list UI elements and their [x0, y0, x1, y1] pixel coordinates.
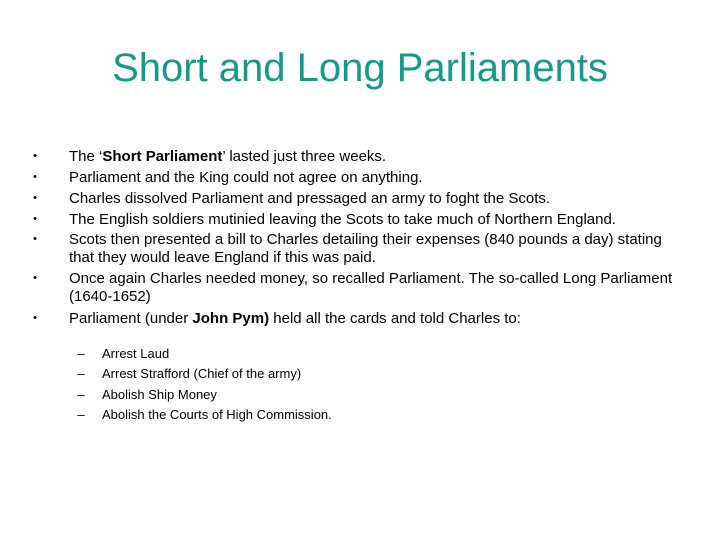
- bullet-item-dissolved: [33, 188, 680, 209]
- dash-icon: –: [77, 386, 85, 402]
- bullet-text: Parliament and the King could not agree on anything.: [69, 169, 423, 186]
- bullet-item-no-agreement: [33, 167, 680, 188]
- bullet-text: The English soldiers mutinied leaving the Scots to take much of Northern England.: [69, 211, 616, 228]
- bullet-text: Charles dissolved Parliament and pressaged an army to foght the Scots.: [69, 190, 551, 207]
- bullet-dot-icon: •: [33, 192, 37, 204]
- sub-bullet-item: [74, 385, 654, 405]
- bullet-bold-text: Short Parliament: [102, 148, 223, 165]
- sub-bullet-text: Arrest Strafford (Chief of the army): [102, 366, 302, 382]
- bullet-text: Parliament (under: [69, 310, 193, 327]
- bullet-text: Once again Charles needed money, so recalled Parliament. The so-called Long Parliament (1640-1652): [69, 270, 673, 305]
- dash-icon: –: [77, 406, 85, 422]
- bullet-bold-text: John Pym): [192, 310, 270, 327]
- sub-bullet-item: [74, 405, 654, 425]
- bullet-text: The ‘: [69, 148, 103, 165]
- bullet-item-short-parliament: [33, 146, 680, 167]
- sub-bullet-text: Arrest Laud: [102, 346, 170, 361]
- sub-bullet-item: [74, 344, 654, 364]
- bullet-text: Scots then presented a bill to Charles detailing their expenses (840 pounds a day) stating that they would leave England if this was paid.: [69, 231, 662, 266]
- bullet-text: held all the cards and told Charles to:: [269, 310, 521, 327]
- dash-icon: –: [77, 346, 85, 361]
- dash-icon: –: [77, 366, 85, 382]
- slide-title: Short and Long Parliaments: [112, 46, 608, 90]
- sub-bullet-text: Abolish the Courts of High Commission.: [102, 406, 332, 422]
- bullet-item-scots-bill: [33, 230, 680, 269]
- bullet-text: ’ lasted just three weeks.: [222, 148, 387, 165]
- bullet-dot-icon: •: [33, 213, 37, 225]
- sub-bullet-list: [74, 344, 654, 425]
- bullet-item-mutinied: [33, 209, 680, 230]
- bullet-dot-icon: •: [33, 272, 37, 284]
- bullet-item-long-parliament: [33, 269, 680, 308]
- bullet-dot-icon: •: [33, 150, 37, 162]
- bullet-dot-icon: •: [33, 312, 37, 324]
- sub-bullet-item: [74, 364, 654, 384]
- bullet-dot-icon: •: [33, 233, 37, 245]
- bullet-item-pym: [33, 308, 680, 329]
- bullet-dot-icon: •: [33, 171, 37, 183]
- sub-bullet-text: Abolish Ship Money: [102, 386, 217, 402]
- bullet-list: [33, 146, 680, 329]
